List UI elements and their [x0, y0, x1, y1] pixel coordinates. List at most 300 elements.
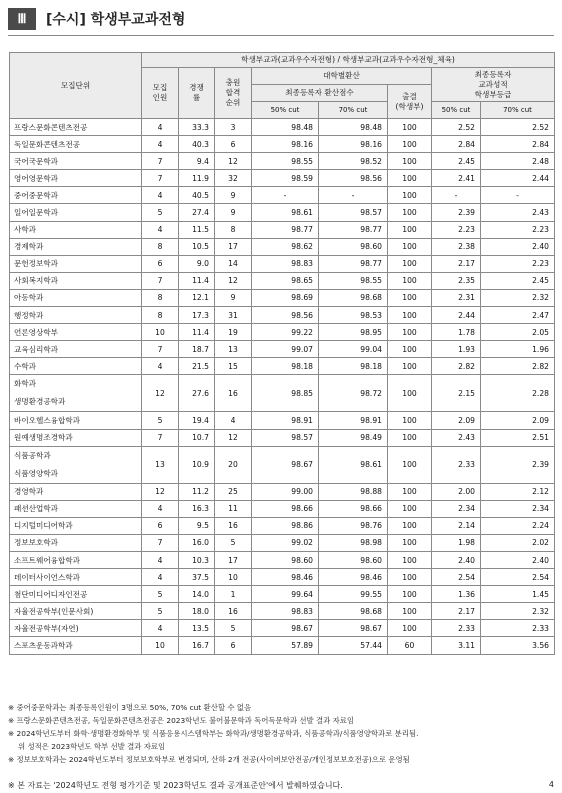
cell-ratio: 33.3 — [179, 119, 215, 136]
cell-attendance: 100 — [388, 429, 432, 446]
cell-conv-cut70: 98.68 — [319, 289, 388, 306]
cell-grade-cut70: 2.02 — [481, 534, 555, 551]
cell-attendance: 100 — [388, 238, 432, 255]
cell-ratio: 10.3 — [179, 551, 215, 568]
footnote: ※ 프랑스문화콘텐츠전공, 독일문화콘텐츠전공은 2023학년도 불어불문학과 독어독문학과 선발 결과 자료임 — [8, 716, 355, 725]
cell-grade-cut50: 2.39 — [432, 204, 481, 221]
table-row — [10, 136, 555, 153]
cell-unit-name — [10, 153, 142, 170]
cell-attendance: 100 — [388, 187, 432, 204]
header-seats: 모집 인원 — [142, 68, 179, 119]
cell-grade-cut70: 2.47 — [481, 307, 555, 324]
cell-attendance: 100 — [388, 375, 432, 412]
cell-conv-cut70: 98.49 — [319, 429, 388, 446]
cell-conv-cut70: 98.66 — [319, 500, 388, 517]
cell-conv-cut70: 57.44 — [319, 637, 388, 654]
unit-name: 사회복지학과 — [14, 276, 59, 286]
unit-name: 일어일문학과 — [14, 208, 59, 218]
cell-conv-cut70: 98.48 — [319, 119, 388, 136]
unit-name: 사학과 — [14, 225, 37, 235]
cell-conv-cut50: 98.60 — [252, 551, 319, 568]
cell-rank: 5 — [215, 620, 252, 637]
page-title: [수시] 학생부교과전형 — [46, 12, 186, 28]
cell-seats: 12 — [142, 375, 179, 412]
unit-name: 데이터사이언스학과 — [14, 572, 81, 582]
cell-rank: 12 — [215, 272, 252, 289]
cell-rank: 1 — [215, 586, 252, 603]
cell-unit-name — [10, 341, 142, 358]
unit-name: 디지털미디어학과 — [14, 521, 73, 531]
cell-seats: 4 — [142, 620, 179, 637]
page-footer — [8, 780, 554, 791]
table-head — [10, 53, 555, 119]
cell-grade-cut70: 2.24 — [481, 517, 555, 534]
cell-seats: 7 — [142, 534, 179, 551]
cell-conv-cut50: 57.89 — [252, 637, 319, 654]
cell-unit-name — [10, 204, 142, 221]
header-conv-cut70: 70% cut — [319, 102, 388, 119]
unit-name: 화학과 — [14, 379, 37, 389]
cell-ratio: 10.5 — [179, 238, 215, 255]
cell-grade-cut70: 2.05 — [481, 324, 555, 341]
cell-conv-cut70: 98.98 — [319, 534, 388, 551]
cell-attendance: 100 — [388, 307, 432, 324]
cell-grade-cut70: 1.45 — [481, 586, 555, 603]
table-row — [10, 551, 555, 568]
cell-rank: 32 — [215, 170, 252, 187]
cell-rank: 17 — [215, 238, 252, 255]
cell-attendance: 100 — [388, 551, 432, 568]
cell-conv-cut70: 98.61 — [319, 446, 388, 483]
unit-name: 아동학과 — [14, 293, 44, 303]
cell-grade-cut50: 2.52 — [432, 119, 481, 136]
cell-rank: 8 — [215, 221, 252, 238]
table-row — [10, 534, 555, 551]
cell-grade-cut50: 2.14 — [432, 517, 481, 534]
cell-grade-cut50: 2.17 — [432, 255, 481, 272]
source-note: ※ 본 자료는 '2024학년도 전형 평가기준 및 2023학년도 결과 공개표준안'에서 발췌하였습니다. — [8, 781, 343, 790]
cell-attendance: 100 — [388, 412, 432, 429]
cell-grade-cut70: 2.09 — [481, 412, 555, 429]
cell-grade-cut50: - — [432, 187, 481, 204]
cell-conv-cut70: 98.95 — [319, 324, 388, 341]
cell-ratio: 9.0 — [179, 255, 215, 272]
cell-unit-name — [10, 187, 142, 204]
cell-ratio: 18.7 — [179, 341, 215, 358]
table-row — [10, 119, 555, 136]
cell-attendance: 100 — [388, 324, 432, 341]
cell-conv-cut70: - — [319, 187, 388, 204]
cell-grade-cut70: 2.39 — [481, 446, 555, 483]
unit-name: 정보보호학과 — [14, 538, 59, 548]
cell-attendance: 100 — [388, 170, 432, 187]
cell-attendance: 100 — [388, 586, 432, 603]
cell-rank: 25 — [215, 483, 252, 500]
cell-grade-cut70: 2.43 — [481, 204, 555, 221]
footnotes — [8, 701, 556, 766]
cell-unit-name — [10, 551, 142, 568]
cell-seats: 4 — [142, 551, 179, 568]
cell-rank: 16 — [215, 517, 252, 534]
cell-grade-cut50: 2.00 — [432, 483, 481, 500]
cell-conv-cut50: 98.62 — [252, 238, 319, 255]
cell-grade-cut50: 2.15 — [432, 375, 481, 412]
cell-unit-name — [10, 375, 142, 412]
cell-seats: 10 — [142, 637, 179, 654]
cell-rank: 5 — [215, 534, 252, 551]
cell-grade-cut50: 2.23 — [432, 221, 481, 238]
unit-name: 프랑스문화콘텐츠전공 — [14, 122, 88, 132]
cell-grade-cut70: 2.32 — [481, 603, 555, 620]
cell-seats: 7 — [142, 341, 179, 358]
unit-name: 경영학과 — [14, 487, 44, 497]
admission-results-table — [9, 52, 555, 655]
cell-rank: 12 — [215, 153, 252, 170]
table-row — [10, 500, 555, 517]
header-conversion-sub: 최종등록자 환산점수 — [252, 85, 388, 102]
unit-name: 국어국문학과 — [14, 156, 59, 166]
cell-conv-cut50: 98.66 — [252, 500, 319, 517]
cell-attendance: 100 — [388, 620, 432, 637]
cell-ratio: 14.0 — [179, 586, 215, 603]
cell-grade-cut70: - — [481, 187, 555, 204]
cell-rank: 20 — [215, 446, 252, 483]
cell-ratio: 37.5 — [179, 569, 215, 586]
cell-unit-name — [10, 170, 142, 187]
cell-rank: 17 — [215, 551, 252, 568]
cell-conv-cut70: 98.55 — [319, 272, 388, 289]
cell-grade-cut70: 2.28 — [481, 375, 555, 412]
cell-grade-cut70: 2.34 — [481, 500, 555, 517]
cell-seats: 5 — [142, 586, 179, 603]
table-row — [10, 358, 555, 375]
cell-rank: 16 — [215, 603, 252, 620]
cell-rank: 9 — [215, 289, 252, 306]
cell-conv-cut50: 98.91 — [252, 412, 319, 429]
cell-ratio: 11.2 — [179, 483, 215, 500]
cell-seats: 4 — [142, 221, 179, 238]
table-row — [10, 272, 555, 289]
unit-name: 소프트웨어융합학과 — [14, 555, 81, 565]
cell-seats: 8 — [142, 307, 179, 324]
header-conversion: 대학별환산 — [252, 68, 432, 85]
cell-unit-name — [10, 412, 142, 429]
page-number: 4 — [548, 780, 554, 789]
cell-seats: 4 — [142, 358, 179, 375]
cell-grade-cut50: 1.93 — [432, 341, 481, 358]
unit-name: 영어영문학과 — [14, 173, 59, 183]
cell-grade-cut50: 2.33 — [432, 446, 481, 483]
cell-conv-cut70: 98.57 — [319, 204, 388, 221]
table-row — [10, 204, 555, 221]
cell-ratio: 9.4 — [179, 153, 215, 170]
cell-ratio: 11.9 — [179, 170, 215, 187]
cell-conv-cut70: 98.16 — [319, 136, 388, 153]
unit-name-secondary: 생명환경공학과 — [14, 397, 66, 407]
cell-conv-cut50: 98.55 — [252, 153, 319, 170]
cell-grade-cut70: 2.23 — [481, 221, 555, 238]
cell-unit-name — [10, 289, 142, 306]
cell-conv-cut50: 98.56 — [252, 307, 319, 324]
cell-rank: 9 — [215, 204, 252, 221]
cell-conv-cut50: 98.46 — [252, 569, 319, 586]
cell-grade-cut70: 2.51 — [481, 429, 555, 446]
cell-grade-cut50: 2.34 — [432, 500, 481, 517]
cell-ratio: 10.7 — [179, 429, 215, 446]
cell-grade-cut50: 2.84 — [432, 136, 481, 153]
cell-ratio: 11.4 — [179, 324, 215, 341]
cell-ratio: 21.5 — [179, 358, 215, 375]
table-row — [10, 187, 555, 204]
cell-rank: 19 — [215, 324, 252, 341]
cell-seats: 4 — [142, 119, 179, 136]
cell-conv-cut50: 98.77 — [252, 221, 319, 238]
unit-name: 행정학과 — [14, 310, 44, 320]
cell-rank: 4 — [215, 412, 252, 429]
cell-attendance: 100 — [388, 603, 432, 620]
cell-unit-name — [10, 221, 142, 238]
cell-conv-cut50: 98.59 — [252, 170, 319, 187]
footnote: ※ 정보보호학과는 2024학년도부터 정보보호학부로 변경되며, 산하 2개 전공(사이버보안전공/개인정보보호전공)으로 운영됨 — [8, 755, 410, 764]
cell-grade-cut70: 2.23 — [481, 255, 555, 272]
cell-attendance: 100 — [388, 289, 432, 306]
cell-seats: 7 — [142, 153, 179, 170]
unit-name: 언론영상학부 — [14, 327, 59, 337]
cell-grade-cut50: 2.82 — [432, 358, 481, 375]
header-top: 학생부교과(교과우수자전형) / 학생부교과(교과우수자전형_체육) — [142, 53, 555, 68]
cell-attendance: 100 — [388, 517, 432, 534]
cell-unit-name — [10, 307, 142, 324]
cell-conv-cut50: 99.07 — [252, 341, 319, 358]
cell-grade-cut50: 2.41 — [432, 170, 481, 187]
cell-attendance: 100 — [388, 272, 432, 289]
cell-ratio: 19.4 — [179, 412, 215, 429]
unit-name: 패션산업학과 — [14, 504, 59, 514]
cell-grade-cut50: 3.11 — [432, 637, 481, 654]
cell-seats: 10 — [142, 324, 179, 341]
cell-attendance: 100 — [388, 569, 432, 586]
table-row — [10, 429, 555, 446]
cell-conv-cut50: 98.86 — [252, 517, 319, 534]
cell-conv-cut50: 98.69 — [252, 289, 319, 306]
header-unit: 모집단위 — [10, 53, 142, 119]
cell-seats: 6 — [142, 517, 179, 534]
cell-attendance: 100 — [388, 534, 432, 551]
cell-unit-name — [10, 358, 142, 375]
cell-seats: 12 — [142, 483, 179, 500]
cell-seats: 4 — [142, 187, 179, 204]
cell-grade-cut50: 2.40 — [432, 551, 481, 568]
cell-conv-cut50: 98.65 — [252, 272, 319, 289]
cell-grade-cut70: 2.82 — [481, 358, 555, 375]
cell-rank: 6 — [215, 136, 252, 153]
cell-grade-cut50: 2.33 — [432, 620, 481, 637]
cell-attendance: 100 — [388, 358, 432, 375]
cell-attendance: 100 — [388, 341, 432, 358]
cell-grade-cut70: 2.32 — [481, 289, 555, 306]
cell-conv-cut50: 98.57 — [252, 429, 319, 446]
cell-grade-cut70: 2.84 — [481, 136, 555, 153]
cell-unit-name — [10, 324, 142, 341]
cell-unit-name — [10, 586, 142, 603]
cell-conv-cut50: 98.61 — [252, 204, 319, 221]
cell-seats: 5 — [142, 412, 179, 429]
cell-conv-cut70: 99.04 — [319, 341, 388, 358]
cell-grade-cut70: 2.54 — [481, 569, 555, 586]
cell-grade-cut50: 2.35 — [432, 272, 481, 289]
cell-attendance: 100 — [388, 153, 432, 170]
cell-unit-name — [10, 534, 142, 551]
cell-ratio: 16.0 — [179, 534, 215, 551]
cell-conv-cut70: 98.67 — [319, 620, 388, 637]
table-row — [10, 483, 555, 500]
cell-ratio: 16.7 — [179, 637, 215, 654]
cell-conv-cut50: 99.22 — [252, 324, 319, 341]
cell-attendance: 100 — [388, 483, 432, 500]
cell-conv-cut50: 98.83 — [252, 255, 319, 272]
unit-name: 첨단미디어디자인전공 — [14, 589, 88, 599]
unit-name: 바이오헬스융합학과 — [14, 415, 81, 425]
table-row — [10, 238, 555, 255]
cell-conv-cut70: 98.91 — [319, 412, 388, 429]
cell-conv-cut50: 98.67 — [252, 620, 319, 637]
cell-grade-cut70: 2.40 — [481, 238, 555, 255]
cell-seats: 7 — [142, 272, 179, 289]
table-row — [10, 620, 555, 637]
cell-rank: 3 — [215, 119, 252, 136]
cell-conv-cut70: 98.77 — [319, 221, 388, 238]
cell-seats: 4 — [142, 569, 179, 586]
cell-unit-name — [10, 620, 142, 637]
cell-conv-cut70: 98.60 — [319, 551, 388, 568]
table-row — [10, 375, 555, 412]
cell-ratio: 17.3 — [179, 307, 215, 324]
cell-seats: 4 — [142, 500, 179, 517]
table-row — [10, 324, 555, 341]
cell-ratio: 27.6 — [179, 375, 215, 412]
cell-seats: 8 — [142, 289, 179, 306]
table-row — [10, 569, 555, 586]
cell-conv-cut50: 98.48 — [252, 119, 319, 136]
cell-attendance: 60 — [388, 637, 432, 654]
unit-name: 자율전공학부(인문사회) — [14, 606, 94, 616]
cell-grade-cut50: 2.54 — [432, 569, 481, 586]
cell-attendance: 100 — [388, 500, 432, 517]
cell-ratio: 13.5 — [179, 620, 215, 637]
table-row — [10, 221, 555, 238]
footnote: 위 성적은 2023학년도 학부 선발 결과 자료임 — [18, 742, 166, 751]
table-body — [10, 119, 555, 655]
cell-grade-cut50: 2.09 — [432, 412, 481, 429]
table-row — [10, 153, 555, 170]
cell-grade-cut70: 3.56 — [481, 637, 555, 654]
header-attendance: 출결 (학생부) — [388, 85, 432, 119]
cell-unit-name — [10, 500, 142, 517]
cell-rank: 6 — [215, 637, 252, 654]
cell-grade-cut50: 2.45 — [432, 153, 481, 170]
cell-grade-cut70: 2.44 — [481, 170, 555, 187]
cell-conv-cut70: 98.60 — [319, 238, 388, 255]
cell-ratio: 16.3 — [179, 500, 215, 517]
cell-conv-cut50: 98.67 — [252, 446, 319, 483]
cell-conv-cut70: 99.55 — [319, 586, 388, 603]
cell-unit-name — [10, 517, 142, 534]
cell-ratio: 40.5 — [179, 187, 215, 204]
cell-grade-cut50: 1.36 — [432, 586, 481, 603]
cell-conv-cut70: 98.18 — [319, 358, 388, 375]
cell-conv-cut50: 98.83 — [252, 603, 319, 620]
table-row — [10, 446, 555, 483]
cell-conv-cut70: 98.46 — [319, 569, 388, 586]
cell-attendance: 100 — [388, 136, 432, 153]
cell-rank: 10 — [215, 569, 252, 586]
table-row — [10, 586, 555, 603]
cell-grade-cut70: 1.96 — [481, 341, 555, 358]
cell-grade-cut50: 2.44 — [432, 307, 481, 324]
cell-rank: 16 — [215, 375, 252, 412]
cell-rank: 13 — [215, 341, 252, 358]
cell-rank: 31 — [215, 307, 252, 324]
cell-rank: 9 — [215, 187, 252, 204]
table-row — [10, 341, 555, 358]
header-divider — [8, 35, 554, 36]
table-row — [10, 289, 555, 306]
cell-conv-cut50: 99.64 — [252, 586, 319, 603]
cell-grade-cut70: 2.48 — [481, 153, 555, 170]
cell-ratio: 27.4 — [179, 204, 215, 221]
cell-rank: 15 — [215, 358, 252, 375]
cell-attendance: 100 — [388, 119, 432, 136]
unit-name: 식품공학과 — [14, 450, 51, 460]
unit-name: 중어중문학과 — [14, 190, 59, 200]
cell-conv-cut50: 99.00 — [252, 483, 319, 500]
cell-unit-name — [10, 238, 142, 255]
cell-grade-cut50: 2.17 — [432, 603, 481, 620]
cell-rank: 12 — [215, 429, 252, 446]
cell-seats: 13 — [142, 446, 179, 483]
cell-seats: 5 — [142, 204, 179, 221]
cell-ratio: 18.0 — [179, 603, 215, 620]
unit-name: 수학과 — [14, 361, 37, 371]
cell-attendance: 100 — [388, 221, 432, 238]
cell-grade-cut70: 2.45 — [481, 272, 555, 289]
cell-unit-name — [10, 483, 142, 500]
cell-seats: 7 — [142, 429, 179, 446]
cell-ratio: 12.1 — [179, 289, 215, 306]
cell-conv-cut70: 98.77 — [319, 255, 388, 272]
section-number-badge: Ⅲ — [8, 8, 36, 30]
cell-attendance: 100 — [388, 204, 432, 221]
cell-rank: 11 — [215, 500, 252, 517]
cell-ratio: 11.4 — [179, 272, 215, 289]
cell-ratio: 9.5 — [179, 517, 215, 534]
table-row — [10, 170, 555, 187]
cell-unit-name — [10, 446, 142, 483]
cell-grade-cut50: 2.38 — [432, 238, 481, 255]
header-rank: 충원 합격 순위 — [215, 68, 252, 119]
cell-unit-name — [10, 569, 142, 586]
cell-unit-name — [10, 119, 142, 136]
footnote: ※ 2024학년도부터 화학·생명환경화학부 및 식품응용시스템학부는 화학과/생명환경공학과, 식품공학과/식품영양학과로 분리됨. — [8, 729, 419, 738]
header-grade-cut70: 70% cut — [481, 102, 555, 119]
cell-seats: 7 — [142, 170, 179, 187]
cell-unit-name — [10, 637, 142, 654]
footnote: ※ 중어중문학과는 최종등록인원이 3명으로 50%, 70% cut 환산할 수 없음 — [8, 703, 252, 712]
unit-name: 교육심리학과 — [14, 344, 59, 354]
cell-unit-name — [10, 272, 142, 289]
cell-conv-cut70: 98.72 — [319, 375, 388, 412]
header-conv-cut50: 50% cut — [252, 102, 319, 119]
